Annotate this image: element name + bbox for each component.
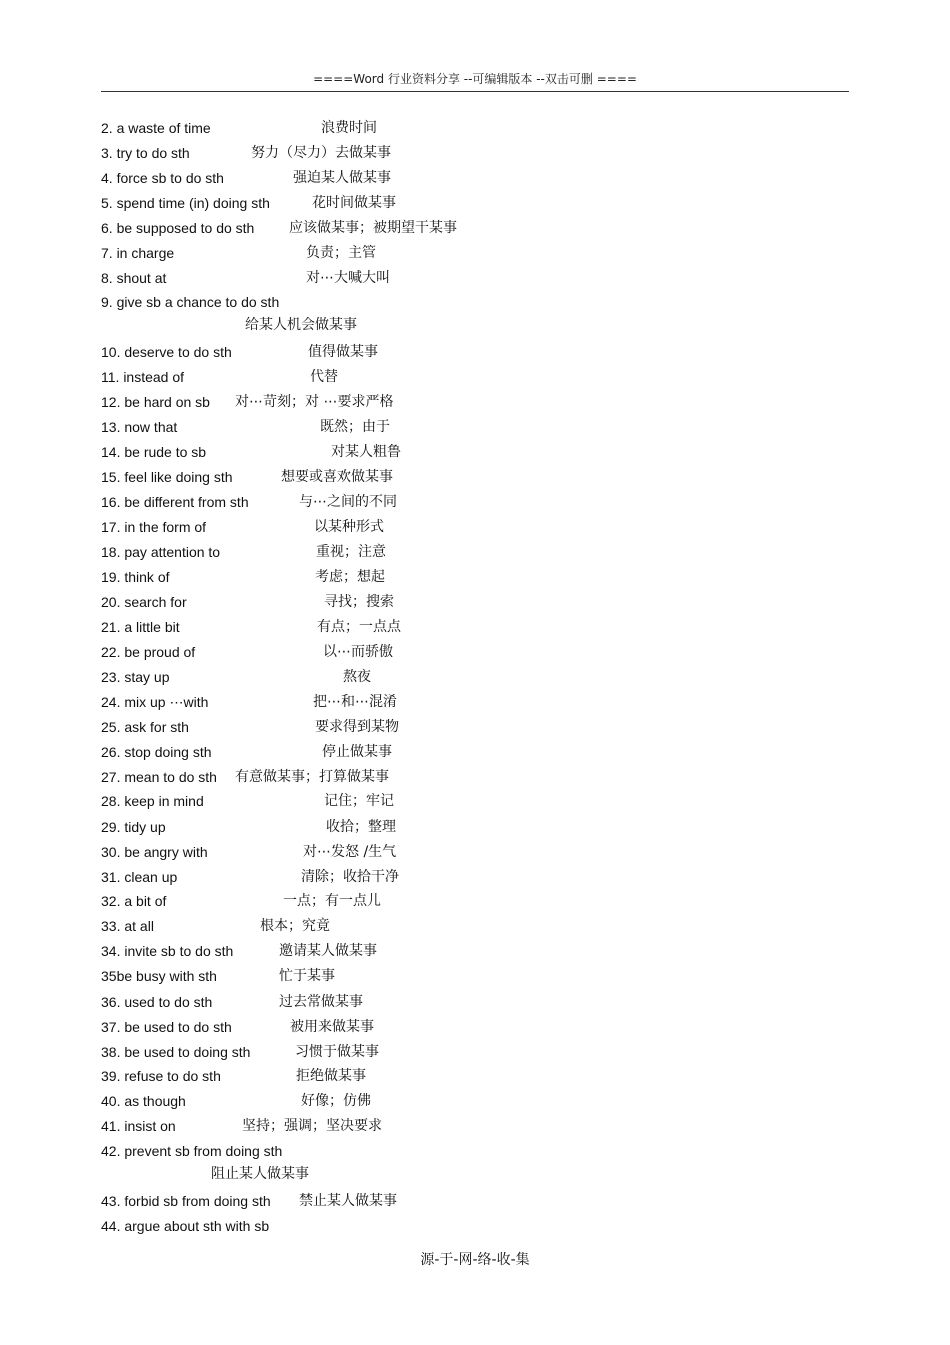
phrase-english: 20. search for <box>101 594 187 610</box>
phrase-english: 29. tidy up <box>101 819 166 835</box>
phrase-english: 18. pay attention to <box>101 544 221 560</box>
phrase-english: 26. stop doing sth <box>101 744 212 760</box>
phrase-english: 27. mean to do sth <box>101 769 217 785</box>
phrase-chinese: 把⋯和⋯混淆 <box>313 694 397 710</box>
phrase-english: 13. now that <box>101 419 178 435</box>
phrase-chinese: 坚持；强调；坚决要求 <box>242 1118 382 1134</box>
phrase-chinese: 浪费时间 <box>321 120 377 136</box>
phrase-english: 6. be supposed to do sth <box>101 220 255 236</box>
phrase-chinese: 被用来做某事 <box>290 1019 374 1035</box>
phrase-chinese: 代替 <box>310 369 338 385</box>
phrase-chinese: 邀请某人做某事 <box>279 943 377 959</box>
phrase-chinese: 有意做某事；打算做某事 <box>235 769 389 785</box>
phrase-english: 36. used to do sth <box>101 994 213 1010</box>
phrase-chinese: 应该做某事；被期望干某事 <box>289 220 457 236</box>
phrase-chinese: 收拾；整理 <box>326 819 396 835</box>
phrase-english: 7. in charge <box>101 245 175 261</box>
phrase-english: 24. mix up ⋯with <box>101 694 209 710</box>
phrase-chinese: 考虑；想起 <box>315 569 385 585</box>
phrase-chinese: 对⋯苛刻；对 ⋯要求严格 <box>235 394 394 410</box>
header-rule <box>101 91 849 92</box>
phrase-chinese: 努力（尽力）去做某事 <box>251 145 391 161</box>
phrase-chinese: 给某人机会做某事 <box>245 317 357 333</box>
phrase-chinese: 习惯于做某事 <box>295 1044 379 1060</box>
phrase-english: 3. try to do sth <box>101 145 190 161</box>
phrase-english: 14. be rude to sb <box>101 444 207 460</box>
phrase-english: 15. feel like doing sth <box>101 469 233 485</box>
phrase-chinese: 熬夜 <box>343 669 371 685</box>
phrase-chinese: 对某人粗鲁 <box>331 444 401 460</box>
phrase-english: 31. clean up <box>101 869 178 885</box>
phrase-chinese: 既然；由于 <box>320 419 390 435</box>
phrase-english: 28. keep in mind <box>101 793 204 809</box>
phrase-chinese: 寻找；搜索 <box>324 594 394 610</box>
phrase-english: 23. stay up <box>101 669 170 685</box>
phrase-chinese: 负责；主管 <box>306 245 376 261</box>
page-header: ====Word 行业资料分享 --可编辑版本 --双击可删 ==== <box>313 72 637 86</box>
phrase-english: 4. force sb to do sth <box>101 170 224 186</box>
phrase-english: 32. a bit of <box>101 893 167 909</box>
phrase-english: 42. prevent sb from doing sth <box>101 1143 283 1159</box>
phrase-english: 41. insist on <box>101 1118 176 1134</box>
phrase-chinese: 记住；牢记 <box>324 793 394 809</box>
phrase-chinese: 对⋯大喊大叫 <box>306 270 390 286</box>
phrase-chinese: 清除；收拾干净 <box>301 869 399 885</box>
phrase-english: 12. be hard on sb <box>101 394 210 410</box>
phrase-english: 21. a little bit <box>101 619 180 635</box>
phrase-english: 35be busy with sth <box>101 968 217 984</box>
phrase-chinese: 根本；究竟 <box>260 918 330 934</box>
phrase-chinese: 与⋯之间的不同 <box>299 494 397 510</box>
phrase-english: 43. forbid sb from doing sth <box>101 1193 271 1209</box>
phrase-chinese: 值得做某事 <box>308 344 378 360</box>
phrase-english: 2. a waste of time <box>101 120 211 136</box>
phrase-chinese: 以某种形式 <box>314 519 384 535</box>
phrase-english: 10. deserve to do sth <box>101 344 232 360</box>
phrase-english: 16. be different from sth <box>101 494 249 510</box>
phrase-english: 17. in the form of <box>101 519 207 535</box>
phrase-chinese: 好像；仿佛 <box>301 1093 371 1109</box>
phrase-english: 34. invite sb to do sth <box>101 943 234 959</box>
phrase-english: 40. as though <box>101 1093 186 1109</box>
phrase-english: 19. think of <box>101 569 170 585</box>
phrase-chinese: 过去常做某事 <box>279 994 363 1010</box>
phrase-english: 9. give sb a chance to do sth <box>101 294 280 310</box>
phrase-chinese: 忙于某事 <box>279 968 335 984</box>
phrase-chinese: 有点；一点点 <box>317 619 401 635</box>
phrase-chinese: 对⋯发怒 /生气 <box>303 844 397 860</box>
phrase-chinese: 强迫某人做某事 <box>293 170 391 186</box>
phrase-english: 30. be angry with <box>101 844 208 860</box>
phrase-chinese: 重视；注意 <box>316 544 386 560</box>
phrase-chinese: 禁止某人做某事 <box>299 1193 397 1209</box>
phrase-english: 5. spend time (in) doing sth <box>101 195 270 211</box>
phrase-english: 39. refuse to do sth <box>101 1068 221 1084</box>
phrase-english: 11. instead of <box>101 369 185 385</box>
phrase-english: 37. be used to do sth <box>101 1019 232 1035</box>
phrase-chinese: 停止做某事 <box>322 744 392 760</box>
phrase-english: 25. ask for sth <box>101 719 189 735</box>
phrase-chinese: 想要或喜欢做某事 <box>281 469 393 485</box>
phrase-english: 44. argue about sth with sb <box>101 1218 270 1234</box>
phrase-english: 22. be proud of <box>101 644 196 660</box>
phrase-chinese: 一点；有一点儿 <box>283 893 381 909</box>
phrase-chinese: 拒绝做某事 <box>296 1068 366 1084</box>
page-footer: 源-于-网-络-收-集 <box>420 1252 530 1268</box>
phrase-english: 8. shout at <box>101 270 167 286</box>
phrase-chinese: 以⋯而骄傲 <box>323 644 393 660</box>
phrase-english: 33. at all <box>101 918 154 934</box>
phrase-chinese: 花时间做某事 <box>312 195 396 211</box>
phrase-english: 38. be used to doing sth <box>101 1044 251 1060</box>
phrase-chinese: 阻止某人做某事 <box>211 1166 309 1182</box>
phrase-chinese: 要求得到某物 <box>315 719 399 735</box>
